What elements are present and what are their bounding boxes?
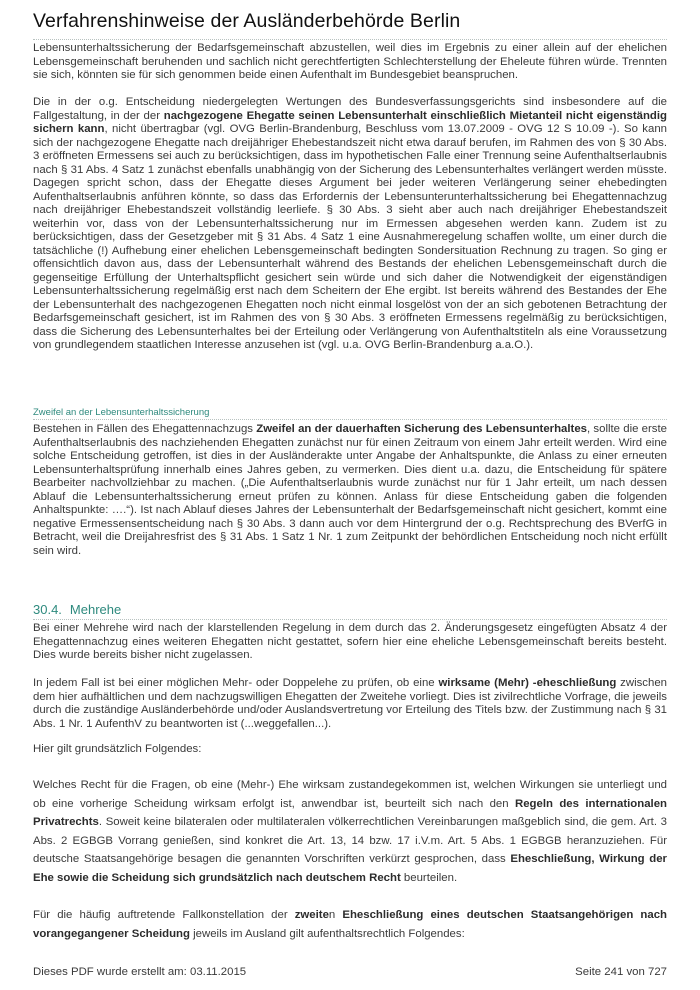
- paragraph-7-text-a: Welches Recht für die Fragen, ob eine (Mehr-) Ehe wirksam zustandegekommen ist, welchen Wirkungen sie unterliegt und ob eine vorherige Scheidung wirksam erfolgt ist, anwendbar ist, beurteilt sich nach den: [33, 779, 667, 810]
- paragraph-5-text-a: In jedem Fall ist bei einer möglichen Mehr- oder Doppelehe zu prüfen, ob eine: [33, 677, 439, 689]
- footer-page-number: Seite 241 von 727: [575, 966, 667, 978]
- paragraph-4: Bei einer Mehrehe wird nach der klarstellenden Regelung in dem durch das 2. Änderungsgesetz eingefügten Absatz 4 der Ehegattennachzug eines weiteren Ehegatten nicht gestattet, sofern hier eine eheliche Lebensgemeinschaft bereits besteht. Dies wurde bereits bisher nicht zugelassen.: [33, 622, 667, 661]
- paragraph-2-text-a: Die in der o.g. Entscheidung niedergelegten Wertungen des Bundesverfassungsgerichts sind insbesondere auf die Fallgestaltung, in der der: [33, 96, 667, 122]
- paragraph-5-bold: wirksame (Mehr) -eheschließung: [438, 677, 617, 689]
- paragraph-1: Lebensunterhaltssicherung der Bedarfsgemeinschaft abzustellen, weil dies im Ergebnis zu einer allein auf der ehelichen Lebensgemeinschaft beruhenden und sachlich nicht gerechtfertigten Schlechterstellung der Eheleute führen würde. Trennten sie sich, könnten sie für sich genommen beide einen Aufenthalt im Bundesgebiet beanspruchen.: [33, 42, 667, 81]
- paragraph-2: [33, 96, 667, 353]
- paragraph-7: [33, 776, 667, 887]
- paragraph-7-text-c: . Soweit keine bilateralen oder multilateralen völkerrechtlichen Vereinbarungen maßgeblich sind, die gem. Art. 3 Abs. 2 EGBGB Vorrang genießen, sind konkret die Art. 13, 14 bzw. 17 i.V.m. Art. 5 Abs. 1 EGBGB heranzuziehen. Für deutsche Staatsangehörige besagen die genannten Vorschriften verkürzt gesprochen, dass: [33, 816, 667, 865]
- paragraph-7-text-e: beurteilen.: [400, 871, 458, 884]
- paragraph-3-text-a: Bestehen in Fällen des Ehegattennachzugs: [33, 423, 257, 435]
- paragraph-8-bold-2: Eheschließung eines deutschen Staatsangehörigen nach vorangegangener Scheidung: [33, 909, 668, 940]
- paragraph-3: [33, 423, 667, 558]
- paragraph-8-bold-1: zweite: [294, 909, 329, 921]
- paragraph-5-text-c: zwischen dem hier aufhältlichen und dem nachzugswilligen Ehegatten der Zweitehe vorliegt. Dies ist zivilrechtliche Vorfrage, die jeweils durch die zuständige Ausländerbehörde und/oder Auslandsvertretung vor Erteilung des Titels bzw. der Zustimmung nach § 31 Abs. 1 Nr. 1 AufenthV zu beantworten ist (...weggefallen...).: [33, 677, 668, 730]
- paragraph-7-bold-1: Regeln des internationalen Privatrechts: [33, 797, 668, 828]
- paragraph-2-bold: nachgezogene Ehegatte seinen Lebensunterhalt einschließlich Mietanteil nicht eigenständig sichern kann: [33, 109, 667, 135]
- paragraph-3-text-c: , sollte die erste Aufenthaltserlaubnis des nachziehenden Ehegatten zunächst nur für einen Zeitraum von einem Jahr erteilt werden. Wird eine solche Entscheidung getroffen, ist dies in der Ausländerakte unter Angabe der Anhaltspunkte, die Anlass zu einer erneuten Lebensunterhaltsprüfung innerhalb eines Jahres geben, zu vermerken. Dies dient u.a. dazu, die Entscheidung für spätere Bearbeiter nachvollziehbar zu machen. („Die Aufenthaltserlaubnis wurde zunächst nur für 1 Jahr erteilt, um nach dessen Ablauf die Lebensunterhaltssicherung erneut prüfen zu können. Anlass für diese Entscheidung gaben die folgenden Anhaltspunkte: ….“). Ist nach Ablauf dieses Jahres der Lebensunterhalt der Bedarfsgemeinschaft nicht gesichert, kommt eine negative Ermessensentscheidung nach § 30 Abs. 3 dann auch vor dem Hintergrund der o.g. Rechtsprechung des BVerfG in Betracht, weil die Dreijahresfrist des § 31 Abs. 1 Satz 1 Nr. 1 zum Zeitpunkt der behördlichen Entscheidung noch nicht erfüllt sein wird.: [33, 423, 667, 557]
- paragraph-8-text-c: n: [328, 909, 343, 921]
- paragraph-7-bold-2: Eheschließung, Wirkung der Ehe sowie die Scheidung sich grundsätzlich nach deutschem Recht: [33, 853, 667, 884]
- section-title: Mehrehe: [69, 602, 122, 617]
- footer-created-date: Dieses PDF wurde erstellt am: 03.11.2015: [33, 966, 247, 978]
- section-heading-mehrehe: [33, 602, 667, 620]
- section-number: 30.4.: [33, 602, 62, 617]
- paragraph-8-text-e: jeweils im Ausland gilt aufenthaltsrechtlich Folgendes:: [189, 927, 465, 940]
- paragraph-5: [33, 677, 667, 731]
- paragraph-3-bold: Zweifel an der dauerhaften Sicherung des Lebensunterhaltes: [256, 423, 588, 435]
- paragraph-8: [33, 906, 667, 943]
- page-title: Verfahrenshinweise der Ausländerbehörde Berlin: [33, 10, 667, 40]
- paragraph-2-text-c: , nicht übertragbar (vgl. OVG Berlin-Brandenburg, Beschluss vom 13.07.2009 - OVG 12 S 10.09 -). So kann sich der nachgezogene Ehegatte nach dreijähriger Ehebestandszeit nicht etwa darauf berufen, im Rahmen des von § 30 Abs. 3 eröffneten Ermessens sei auch zu berücksichtigen, dass im hypothetischen Falle einer Trennung seine Aufenthaltserlaubnis nach § 31 Abs. 4 Satz 1 zunächst ebenfalls unabhängig von der Sicherung des Lebensunterhaltes verlängert werden müsste. Dagegen spricht schon, dass der Ehegatte dieses Argument bei jeder weiteren Verlängerung seiner ehebedingten Aufenthaltserlaubnis anführen könnte, so dass das Erfordernis der Lebensunterunterhaltssicherung bei Ehegattennachzug nach dreijähriger Ehebestandszeit vollständig leerliefe. § 30 Abs. 3 sieht aber auch nach dreijähriger Ehebestandszeit weiterhin vor, dass von der Lebensunterhaltssicherung nur im Ermessen abgesehen werden kann. Zudem ist zu berücksichtigen, dass der Gesetzgeber mit § 31 Abs. 4 Satz 1 eine Ausnahmeregelung schaffen wollte, um einer durch die tatsächliche (!) Aufhebung einer ehelichen Lebensgemeinschaft bedingten Sondersituation Rechnung zu tragen. So ging er offensichtlich davon aus, dass der Lebensunterhalt während des Bestands der ehelichen Lebensgemeinschaft durch die gegenseitige Erfüllung der Unterhaltspflicht gesichert sein würde und sich daher die Notwendigkeit der eigenständigen Lebensunterhaltssicherung regelmäßig erst nach dem Scheitern der Ehe ergibt. Ist bereits während des Bestandes der Ehe der Lebensunterhalt des nachgezogenen Ehegatten noch nicht einmal losgelöst von der an sich gebotenen Betrachtung der Bedarfsgemeinschaft gesichert, ist im Rahmen des von § 30 Abs. 3 eröffneten Ermessens regelmäßig zu berücksichtigen, dass die Sicherung des Lebensunterhaltes bei der Erteilung oder Verlängerung von Aufenthaltstiteln als eine Voraussetzung von grundlegendem staatlichen Interesse anzusehen ist (vgl. u.a. OVG Berlin-Brandenburg a.a.O.).: [33, 123, 667, 351]
- paragraph-6: Hier gilt grundsätzlich Folgendes:: [33, 743, 202, 755]
- subheading-lebensunterhaltssicherung: Zweifel an der Lebensunterhaltssicherung: [33, 407, 667, 420]
- paragraph-8-text-a: Für die häufig auftretende Fallkonstellation der: [33, 909, 295, 921]
